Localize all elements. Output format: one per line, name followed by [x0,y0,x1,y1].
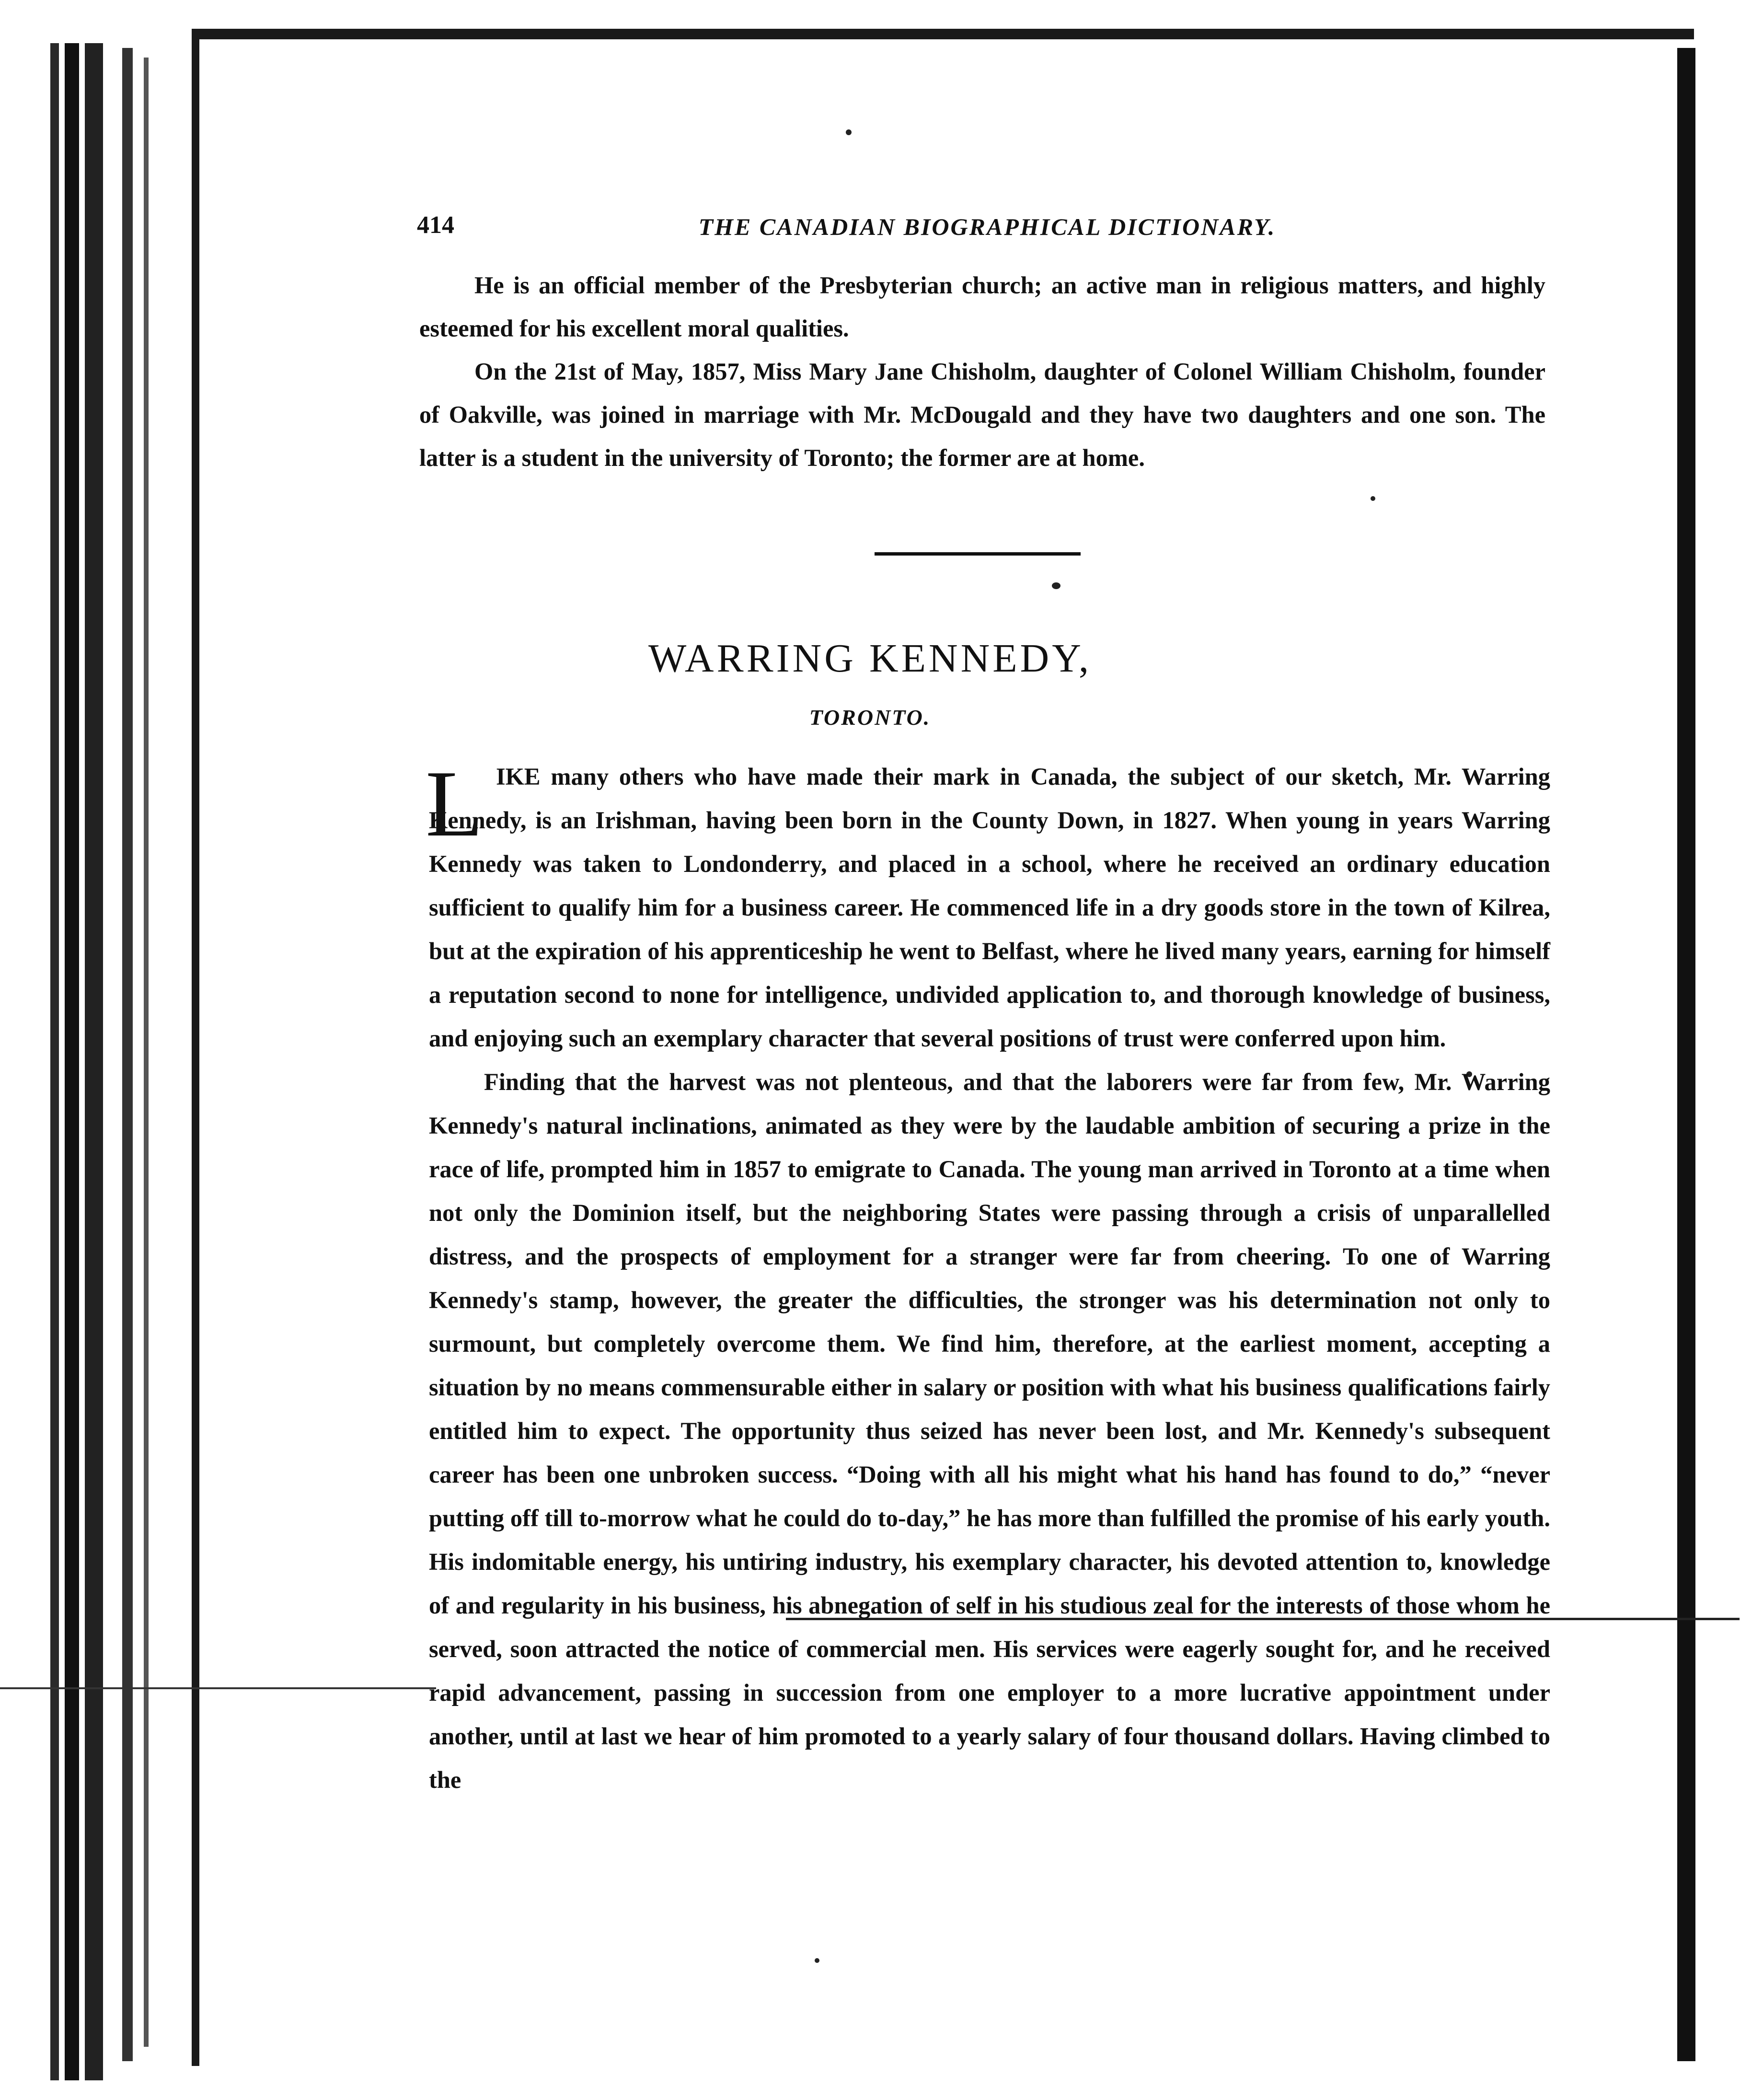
page-header [417,211,1557,249]
entry-title: WARRING KENNEDY, [648,636,1092,681]
speck [815,1958,819,1963]
binding-edge-line [122,48,133,2061]
drop-cap: L [426,751,484,856]
paragraph-text: IKE many others who have made their mark in Canada, the subject of our sketch, Mr. Warring Kennedy, is an Irishman, having been born in the County Down, in 1827. When young in years Warring Kennedy was taken to Londonderry, and placed in a school, where he received an ordinary education sufficient to qualify him for a business career. He commenced life in a dry goods store in the town of Kilrea, but at the expiration of his apprenticeship he went to Belfast, where he lived many years, earning for himself a reputation second to none for intelligence, undivided application to, and thorough knowledge of business, and enjoying such an exemplary character that several positions of trust were conferred upon him. [429,763,1550,1052]
paragraph: He is an official member of the Presbyterian church; an active man in religious matters, and highly esteemed for his excellent moral qualities. [419,272,1545,342]
entry-body [429,755,1550,1802]
paragraph: On the 21st of May, 1857, Miss Mary Jane Chisholm, daughter of Colonel William Chisholm, founder of Oakville, was joined in marriage with Mr. McDougald and they have two daughters and one son. The latter is a student in the university of Toronto; the former are at home. [419,358,1545,471]
paragraph [429,755,1550,1060]
speck [846,129,852,135]
previous-entry-paragraph [419,350,1545,479]
page-frame-right [1677,48,1695,2061]
speck [1371,496,1375,501]
running-title: THE CANADIAN BIOGRAPHICAL DICTIONARY. [698,213,1276,240]
paragraph: Finding that the harvest was not plenteous, and that the laborers were far from few, Mr. Warring Kennedy's natural inclinations, animated as they were by the laudable ambition of securing a prize in the race of life, prompted him in 1857 to emigrate to Canada. The young man arrived in Toronto at a time when not only the Dominion itself, but the neighboring States were passing through a crisis of unparallelled distress, and the prospects of employment for a stranger were far from cheering. To one of Warring Kennedy's stamp, however, the greater the difficulties, the stronger was his determination not only to surmount, but completely overcome them. We find him, therefore, at the earliest moment, accepting a situation by no means commensurable either in salary or position with what his business qualifications fairly entitled him to expect. The opportunity thus seized has never been lost, and Mr. Kennedy's subsequent career has been one unbroken success. “Doing with all his might what his hand has found to do,” “never putting off till to-morrow what he could do to-day,” he has more than fulfilled the promise of his early youth. His indomitable energy, his untiring industry, his exemplary character, his devoted attention to, knowledge of and regularity in his business, his abnegation of self in his studious zeal for the interests of those whom he served, soon attracted the notice of commercial men. His services were eagerly sought for, and he received rapid advancement, passing in succession from one employer to a more lucrative appointment under another, until at last we hear of him promoted to a yearly salary of four thousand dollars. Having climbed to the [429,1068,1550,1793]
previous-entry-paragraph [419,264,1545,350]
binding-edge [50,43,103,2080]
binding-edge-line [144,58,149,2047]
speck [1052,582,1060,589]
entry-place: TORONTO. [809,705,931,730]
page-frame-left [192,29,199,2066]
scan-line [0,1687,436,1689]
section-divider [875,552,1081,556]
page-number: 414 [417,211,454,239]
page-frame-top [194,29,1694,39]
